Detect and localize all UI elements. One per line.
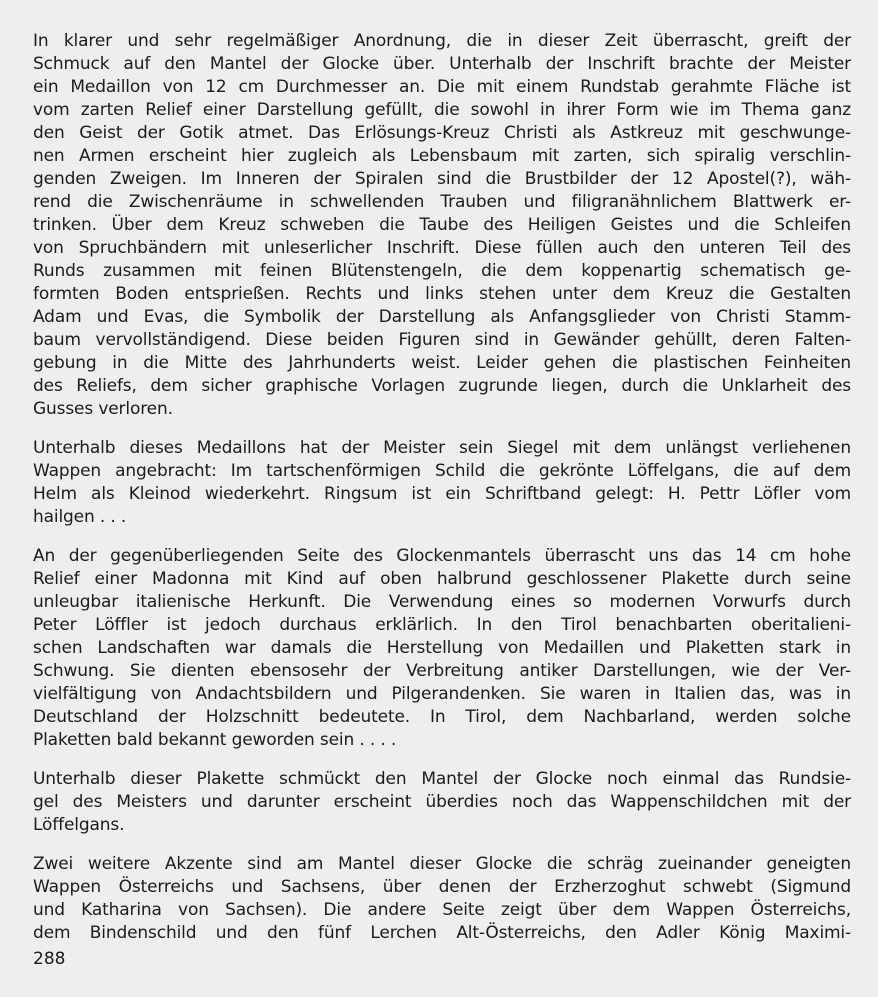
text-line: von Spruchbändern mit unleserlicher Inschrift. Diese füllen auch den unteren Teil des xyxy=(33,238,851,258)
text-line: hailgen . . . xyxy=(33,507,127,527)
text-line: genden Zweigen. Im Inneren der Spiralen sind die Brustbilder der 12 Apostel(?), wäh- xyxy=(33,169,851,189)
text-line: dem Bindenschild und den fünf Lerchen Alt-Österreichs, den Adler König Maximi- xyxy=(33,923,851,943)
text-line: Adam und Evas, die Symbolik der Darstellung als Anfangsglieder von Christi Stamm- xyxy=(33,307,851,327)
text-line: Schmuck auf den Mantel der Glocke über. Unterhalb der Inschrift brachte der Meister xyxy=(33,54,851,74)
text-line: Gusses verloren. xyxy=(33,399,173,419)
text-line: Runds zusammen mit feinen Blütenstengeln, die dem koppenartig schematisch ge- xyxy=(33,261,851,281)
text-line: Zwei weitere Akzente sind am Mantel dieser Glocke die schräg zueinander geneigten xyxy=(33,854,851,874)
text-line: formten Boden entsprießen. Rechts und links stehen unter dem Kreuz die Gestalten xyxy=(33,284,851,304)
text-line: Schwung. Sie dienten ebensosehr der Verbreitung antiker Darstellungen, wie der Ver- xyxy=(33,661,851,681)
text-line: Wappen angebracht: Im tartschenförmigen Schild die gekrönte Löffelgans, die auf dem xyxy=(33,461,851,481)
text-line: nen Armen erscheint hier zugleich als Lebensbaum mit zarten, sich spiralig verschlin- xyxy=(33,146,851,166)
text-line: rend die Zwischenräume in schwellenden Trauben und filigranähnlichem Blattwerk er- xyxy=(33,192,851,212)
text-line: des Reliefs, dem sicher graphische Vorlagen zugrunde liegen, durch die Unklarheit des xyxy=(33,376,851,396)
text-line: In klarer und sehr regelmäßiger Anordnung, die in dieser Zeit überrascht, greift der xyxy=(33,31,851,51)
text-line: Relief einer Madonna mit Kind auf oben halbrund geschlossener Plakette durch seine xyxy=(33,569,851,589)
text-line: gebung in die Mitte des Jahrhunderts weist. Leider gehen die plastischen Feinheiten xyxy=(33,353,851,373)
text-line: vielfältigung von Andachtsbildern und Pilgerandenken. Sie waren in Italien das, was in xyxy=(33,684,851,704)
text-line: Unterhalb dieses Medaillons hat der Meister sein Siegel mit dem unlängst verliehenen xyxy=(33,438,851,458)
text-line: gel des Meisters und darunter erscheint überdies noch das Wappenschildchen mit der xyxy=(33,792,851,812)
text-line: trinken. Über dem Kreuz schweben die Taube des Heiligen Geistes und die Schleifen xyxy=(33,215,851,235)
text-line: vom zarten Relief einer Darstellung gefüllt, die sowohl in ihrer Form wie im Thema ganz xyxy=(33,100,851,120)
text-line: An der gegenüberliegenden Seite des Glockenmantels überrascht uns das 14 cm hohe xyxy=(33,546,851,566)
text-line: Löffelgans. xyxy=(33,815,125,835)
text-line: ein Medaillon von 12 cm Durchmesser an. Die mit einem Rundstab gerahmte Fläche ist xyxy=(33,77,851,97)
text-line: den Geist der Gotik atmet. Das Erlösungs-Kreuz Christi als Astkreuz mit geschwunge- xyxy=(33,123,851,143)
text-line: Deutschland der Holzschnitt bedeutete. In Tirol, dem Nachbarland, werden solche xyxy=(33,707,851,727)
text-line: Plaketten bald bekannt geworden sein . . . . xyxy=(33,730,397,750)
page-number: 288 xyxy=(33,949,66,969)
text-line: Peter Löffler ist jedoch durchaus erklärlich. In den Tirol benachbarten oberitalieni- xyxy=(33,615,851,635)
text-line: Unterhalb dieser Plakette schmückt den Mantel der Glocke noch einmal das Rundsie- xyxy=(33,769,851,789)
text-line: Helm als Kleinod wiederkehrt. Ringsum ist ein Schriftband gelegt: H. Pettr Löfler vom xyxy=(33,484,851,504)
text-line: schen Landschaften war damals die Herstellung von Medaillen und Plaketten stark in xyxy=(33,638,851,658)
text-line: baum vervollständigend. Diese beiden Figuren sind in Gewänder gehüllt, deren Falten- xyxy=(33,330,851,350)
text-line: unleugbar italienische Herkunft. Die Verwendung eines so modernen Vorwurfs durch xyxy=(33,592,851,612)
text-line: Wappen Österreichs und Sachsens, über denen der Erzherzoghut schwebt (Sigmund xyxy=(33,877,851,897)
text-line: und Katharina von Sachsen). Die andere Seite zeigt über dem Wappen Österreichs, xyxy=(33,900,851,920)
